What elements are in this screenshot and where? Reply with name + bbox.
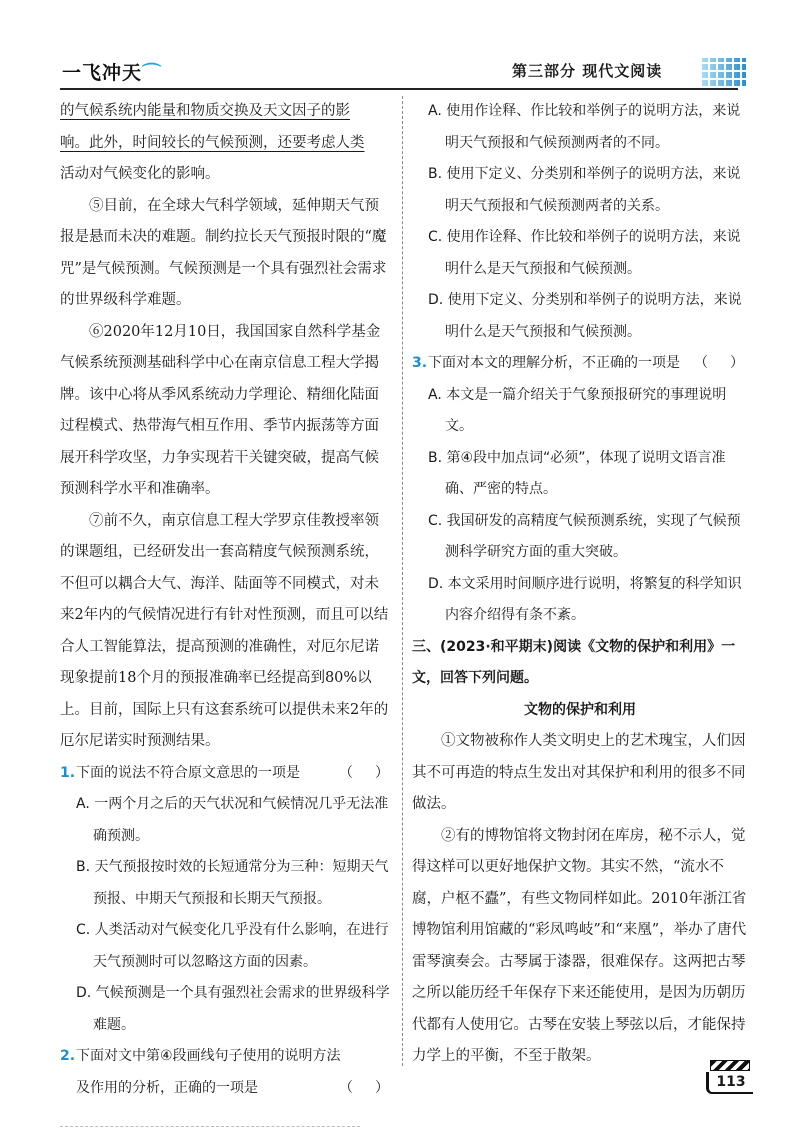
question-2 xyxy=(60,1041,393,1104)
option-d: D. 气候预测是一个具有强烈社会需求的世界级科学难题。 xyxy=(76,985,390,1033)
section-3-heading: 三、(2023·和平期末)阅读《文物的保护和利用》一文，回答下列问题。 xyxy=(412,638,736,686)
article-paragraph-1: ①文物被称作人类文明史上的艺术瑰宝，人们因其不可再造的特点生发出对其保护和利用的很多不同做法。 xyxy=(412,733,746,812)
question-stem-line-1: 下面对文中第④段画线句子使用的说明方法 xyxy=(76,1048,341,1064)
option-b: B. 天气预报按时效的长短通常分为三种：短期天气预报、中期天气预报和长期天气预报。 xyxy=(76,859,389,907)
paragraph-line: 活动对气候变化的影响。 xyxy=(60,166,220,182)
question-stem: 下面对本文的理解分析，不正确的一项是 xyxy=(428,355,680,371)
footer-rule xyxy=(60,1126,360,1127)
series-logo xyxy=(62,58,162,85)
left-column xyxy=(60,96,393,1104)
page-header xyxy=(0,0,800,95)
option-c: C. 使用作诠释、作比较和举例子的说明方法，来说明什么是天气预报和气候预测。 xyxy=(428,229,741,277)
option-a: A. 本文是一篇介绍关于气象预报研究的事理说明文。 xyxy=(428,386,727,434)
option-d: D. 本文采用时间顺序进行说明，将繁复的科学知识内容介绍得有条不紊。 xyxy=(428,575,742,623)
question-number: 3. xyxy=(412,355,428,371)
right-column xyxy=(412,96,748,1073)
column-divider xyxy=(402,96,403,1066)
option-a: A. 一两个月之后的天气状况和气候情况几乎无法准确预测。 xyxy=(76,796,389,844)
paragraph-7: ⑦前不久，南京信息工程大学罗京佳教授率领的课题组，已经研发出一套高精度气候预测系统，不但可以耦合大气、海洋、陆面等不同模式，对未来2年内的气候情况进行有针对性预测，而且可以结合人工智能算法，提高预测的准确性，对厄尔尼诺现象提前18个月的预报准确率已经提高到80%以上。目前，国际上只有这套系统可以提供未来2年的厄尔尼诺实时预测结果。 xyxy=(60,512,389,749)
option-c: C. 我国研发的高精度气候预测系统，实现了气候预测科学研究方面的重大突破。 xyxy=(428,512,741,560)
answer-blank: （ ） xyxy=(694,355,748,371)
question-1 xyxy=(60,758,393,790)
option-b: B. 使用下定义、分类别和举例子的说明方法，来说明天气预报和气候预测两者的关系。 xyxy=(428,166,741,214)
paragraph-6: ⑥2020年12月10日，我国国家自然科学基金气候系统预测基础科学中心在南京信息工程大学揭牌。该中心将从季风系统动力学理论、精细化陆面过程模式、热带海气相互作用、季节内振荡等方面展开科学攻坚，力争实现若干关键突破，提高气候预测科学水平和准确率。 xyxy=(60,323,381,497)
logo-text: 一飞冲天 xyxy=(62,62,143,84)
option-c: C. 人类活动对气候变化几乎没有什么影响，在进行天气预测时可以忽略这方面的因素。 xyxy=(76,922,389,970)
answer-blank: （ ） xyxy=(339,1079,393,1096)
checker-decoration-icon xyxy=(702,58,746,86)
section-title: 第三部分 现代文阅读 xyxy=(512,62,663,80)
question-number: 1. xyxy=(60,764,76,781)
page-number: 113 xyxy=(706,1072,753,1094)
article-title: 文物的保护和利用 xyxy=(524,701,636,718)
option-a: A. 使用作诠释、作比较和举例子的说明方法，来说明天气预报和气候预测两者的不同。 xyxy=(428,103,741,151)
underlined-sentence-line: 响。此外，时间较长的气候预测，还要考虑人类 xyxy=(60,134,365,151)
option-d: D. 使用下定义、分类别和举例子的说明方法，来说明什么是天气预报和气候预测。 xyxy=(428,292,742,340)
question-stem-line-2: 及作用的分析，正确的一项是 xyxy=(76,1079,258,1096)
clapperboard-icon xyxy=(710,1060,750,1071)
question-number: 2. xyxy=(60,1048,76,1064)
underlined-sentence-line: 的气候系统内能量和物质交换及天文因子的影 xyxy=(60,103,350,119)
page-number-badge xyxy=(706,1060,754,1094)
article-paragraph-2: ②有的博物馆将文物封闭在库房，秘不示人，觉得这样可以更好地保护文物。其实不然，“流水不腐，户枢不蠹”，有些文物同样如此。2010年浙江省博物馆利用馆藏的“彩凤鸣岐”和“来凰”，举办了唐代雷琴演奏会。古琴属于漆器，很难保存。这两把古琴之所以能历经千年保存下来还能使用，是因为历朝历代都有人使用它。古琴在安装上琴弦以后，才能保持力学上的平衡，不至于散架。 xyxy=(412,827,747,1064)
question-3 xyxy=(412,348,748,380)
paragraph-5: ⑤目前，在全球大气科学领域，延伸期天气预报是悬而未决的难题。制约拉长天气预报时限的“魔咒”是气候预测。气候预测是一个具有强烈社会需求的世界级科学难题。 xyxy=(60,197,387,308)
logo-swoosh-icon: ⌒ xyxy=(142,62,163,84)
header-rule xyxy=(60,88,738,90)
answer-blank: （ ） xyxy=(339,764,393,781)
option-b: B. 第④段中加点词“必须”，体现了说明文语言准确、严密的特点。 xyxy=(428,449,726,497)
question-stem: 下面的说法不符合原文意思的一项是 xyxy=(76,764,300,781)
continued-paragraph xyxy=(60,96,393,191)
